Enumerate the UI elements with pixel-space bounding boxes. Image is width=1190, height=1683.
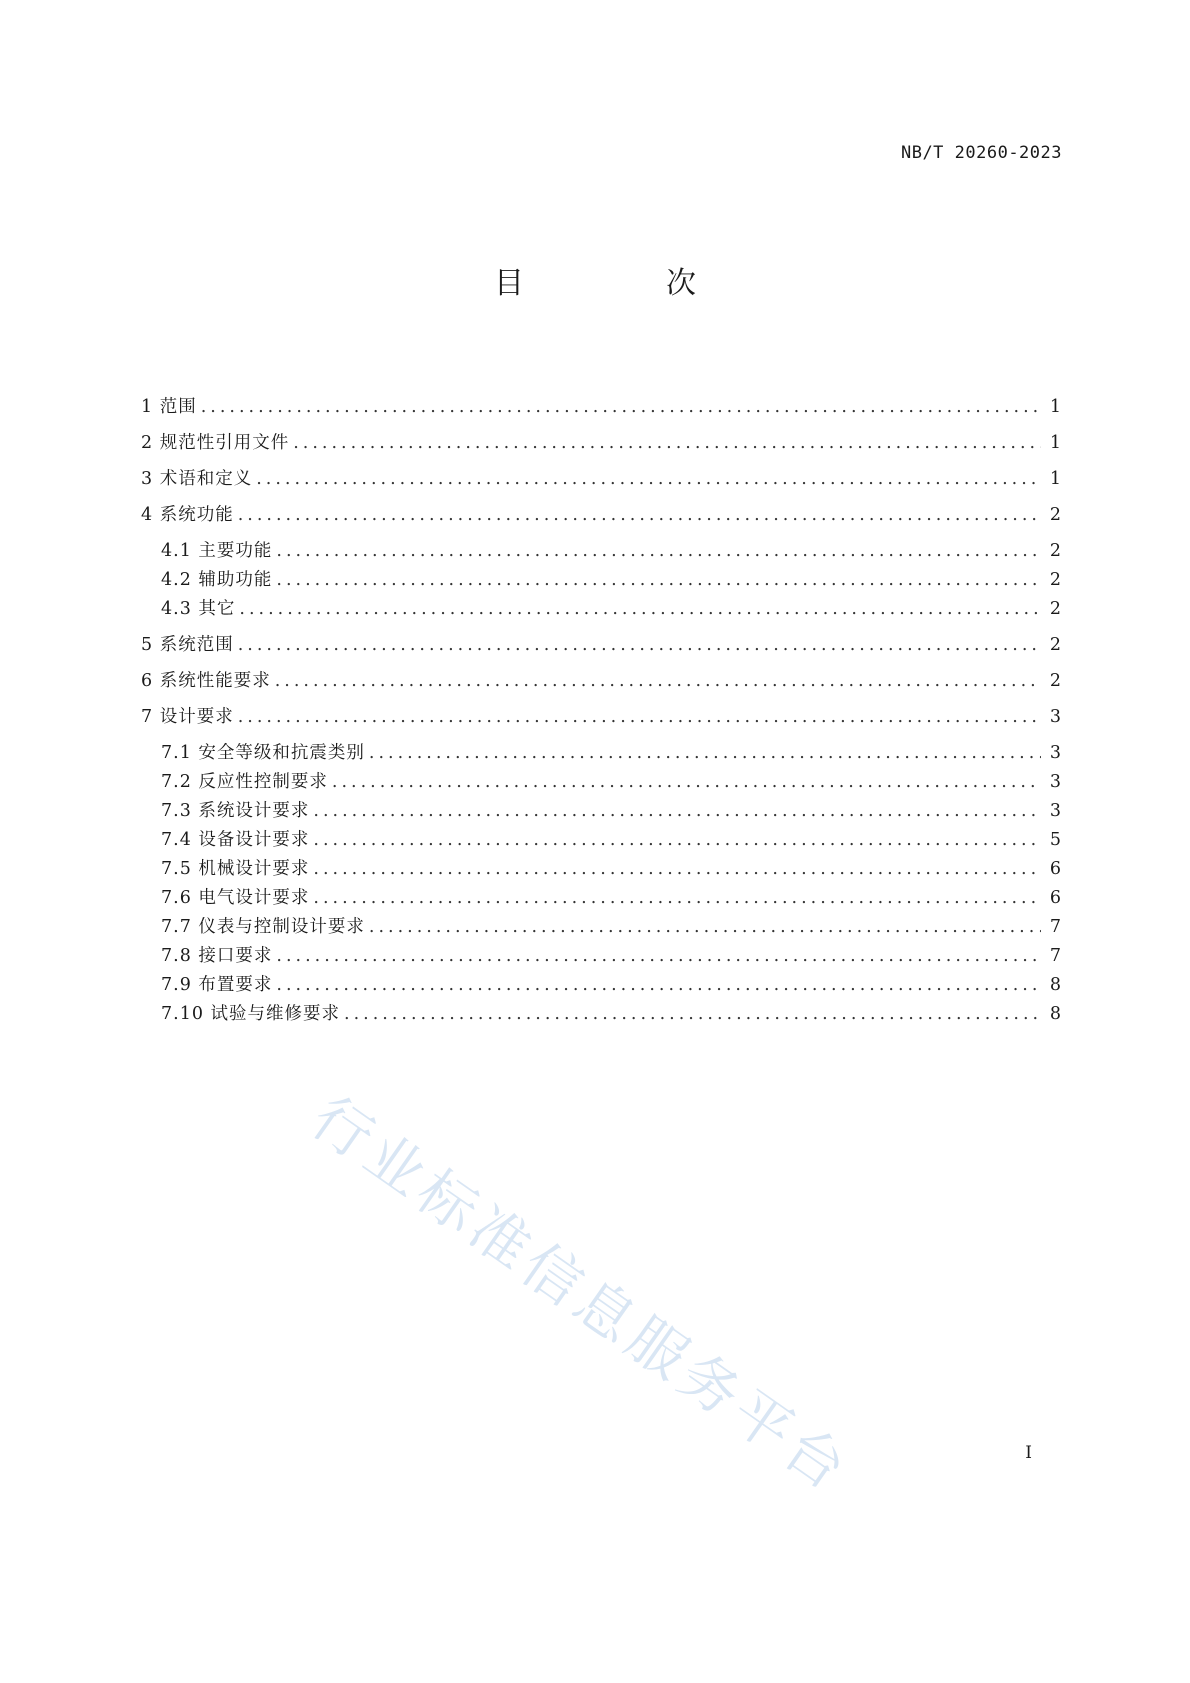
toc-title: 目 次 — [494, 266, 752, 301]
toc-entry[interactable] — [141, 827, 1061, 853]
toc-dot-leader — [369, 740, 1041, 766]
toc-dot-leader — [313, 798, 1041, 824]
toc-entry-page: 7 — [1049, 946, 1061, 966]
toc-entry-label: 安全等级和抗震类别 — [198, 743, 365, 763]
toc-entry-page: 6 — [1049, 859, 1061, 879]
toc-entry-label: 布置要求 — [198, 975, 273, 995]
toc-entry-label: 规范性引用文件 — [159, 433, 290, 453]
toc-dot-leader — [275, 668, 1041, 694]
toc-entry-number: 7.9 — [161, 975, 199, 995]
toc-entry-page: 2 — [1049, 505, 1061, 525]
toc-entry-number: 7.8 — [161, 946, 199, 966]
toc-entry-page: 3 — [1049, 801, 1061, 821]
toc-entry-page: 8 — [1049, 1004, 1061, 1024]
toc-dot-leader — [313, 856, 1041, 882]
toc-entry-page: 3 — [1049, 772, 1061, 792]
toc-entry-label: 系统功能 — [159, 505, 234, 525]
toc-entry-number: 7 — [141, 707, 160, 727]
toc-entry-number: 4.2 — [161, 570, 199, 590]
toc-entry[interactable] — [141, 769, 1061, 795]
standard-code: NB/T 20260-2023 — [900, 143, 1062, 163]
toc-entry-label: 设计要求 — [159, 707, 234, 727]
toc-entry-page: 2 — [1049, 671, 1061, 691]
toc-entry-label: 接口要求 — [198, 946, 273, 966]
toc-entry-number: 5 — [141, 635, 160, 655]
toc-entry-page: 1 — [1049, 433, 1061, 453]
toc-entry-page: 5 — [1049, 830, 1061, 850]
toc-entry[interactable] — [141, 972, 1061, 998]
toc-dot-leader — [201, 394, 1041, 420]
toc-dot-leader — [239, 596, 1041, 622]
toc-entry[interactable] — [141, 502, 1061, 528]
toc-dot-leader — [276, 972, 1041, 998]
toc-entry[interactable] — [141, 632, 1061, 658]
toc-entry-label: 反应性控制要求 — [198, 772, 328, 792]
toc-entry-label: 术语和定义 — [159, 469, 253, 489]
toc-entry[interactable] — [141, 430, 1061, 456]
toc-entry-page: 3 — [1049, 743, 1061, 763]
toc-entry[interactable] — [141, 740, 1061, 766]
toc-entry-label: 系统设计要求 — [198, 801, 310, 821]
toc-entry[interactable] — [141, 596, 1061, 622]
toc-entry[interactable] — [141, 466, 1061, 492]
toc-entry[interactable] — [141, 668, 1061, 694]
toc-entry-page: 7 — [1049, 917, 1061, 937]
toc-entry-number: 7.10 — [161, 1004, 211, 1024]
table-of-contents — [141, 394, 1061, 1027]
toc-entry-page: 2 — [1049, 570, 1061, 590]
toc-entry[interactable] — [141, 943, 1061, 969]
toc-entry[interactable] — [141, 885, 1061, 911]
toc-entry[interactable] — [141, 1001, 1061, 1027]
toc-dot-leader — [369, 914, 1041, 940]
toc-dot-leader — [256, 466, 1041, 492]
toc-entry-page: 2 — [1049, 599, 1061, 619]
toc-entry-number: 6 — [141, 671, 160, 691]
watermark: 行业标准信息服务平台 — [299, 1083, 863, 1507]
toc-entry-label: 系统性能要求 — [159, 671, 271, 691]
toc-dot-leader — [276, 538, 1041, 564]
toc-entry-label: 辅助功能 — [198, 570, 273, 590]
toc-entry-page: 2 — [1049, 635, 1061, 655]
toc-dot-leader — [238, 502, 1041, 528]
toc-entry-number: 2 — [141, 433, 160, 453]
toc-entry-label: 其它 — [198, 599, 236, 619]
toc-entry-number: 7.2 — [161, 772, 199, 792]
toc-entry-label: 试验与维修要求 — [210, 1004, 341, 1024]
toc-entry[interactable] — [141, 394, 1061, 420]
toc-entry-label: 仪表与控制设计要求 — [198, 917, 365, 937]
toc-entry-label: 系统范围 — [159, 635, 234, 655]
toc-entry-label: 范围 — [159, 397, 197, 417]
toc-dot-leader — [313, 885, 1041, 911]
toc-entry[interactable] — [141, 798, 1061, 824]
toc-entry-page: 8 — [1049, 975, 1061, 995]
toc-entry-number: 7.3 — [161, 801, 199, 821]
toc-entry[interactable] — [141, 538, 1061, 564]
toc-entry-number: 7.1 — [161, 743, 199, 763]
toc-entry-label: 电气设计要求 — [198, 888, 310, 908]
toc-dot-leader — [332, 769, 1041, 795]
toc-entry-number: 7.5 — [161, 859, 199, 879]
toc-entry-number: 7.4 — [161, 830, 199, 850]
toc-entry-page: 1 — [1049, 397, 1061, 417]
toc-dot-leader — [238, 632, 1041, 658]
toc-entry-number: 4 — [141, 505, 160, 525]
toc-entry-number: 7.6 — [161, 888, 199, 908]
toc-entry-label: 机械设计要求 — [198, 859, 310, 879]
toc-entry-page: 1 — [1049, 469, 1061, 489]
toc-entry-page: 3 — [1049, 707, 1061, 727]
toc-entry-number: 3 — [141, 469, 160, 489]
toc-entry-page: 6 — [1049, 888, 1061, 908]
toc-dot-leader — [276, 943, 1041, 969]
toc-entry[interactable] — [141, 704, 1061, 730]
toc-dot-leader — [276, 567, 1041, 593]
toc-entry-number: 1 — [141, 397, 160, 417]
toc-dot-leader — [344, 1001, 1041, 1027]
toc-entry[interactable] — [141, 567, 1061, 593]
toc-entry-number: 7.7 — [161, 917, 199, 937]
toc-entry[interactable] — [141, 914, 1061, 940]
toc-dot-leader — [293, 430, 1041, 456]
toc-entry-number: 4.3 — [161, 599, 199, 619]
toc-dot-leader — [313, 827, 1041, 853]
page-number: I — [1025, 1443, 1032, 1463]
toc-entry-page: 2 — [1049, 541, 1061, 561]
toc-entry-number: 4.1 — [161, 541, 199, 561]
toc-entry-label: 主要功能 — [198, 541, 273, 561]
toc-dot-leader — [238, 704, 1041, 730]
toc-entry[interactable] — [141, 856, 1061, 882]
toc-entry-label: 设备设计要求 — [198, 830, 310, 850]
